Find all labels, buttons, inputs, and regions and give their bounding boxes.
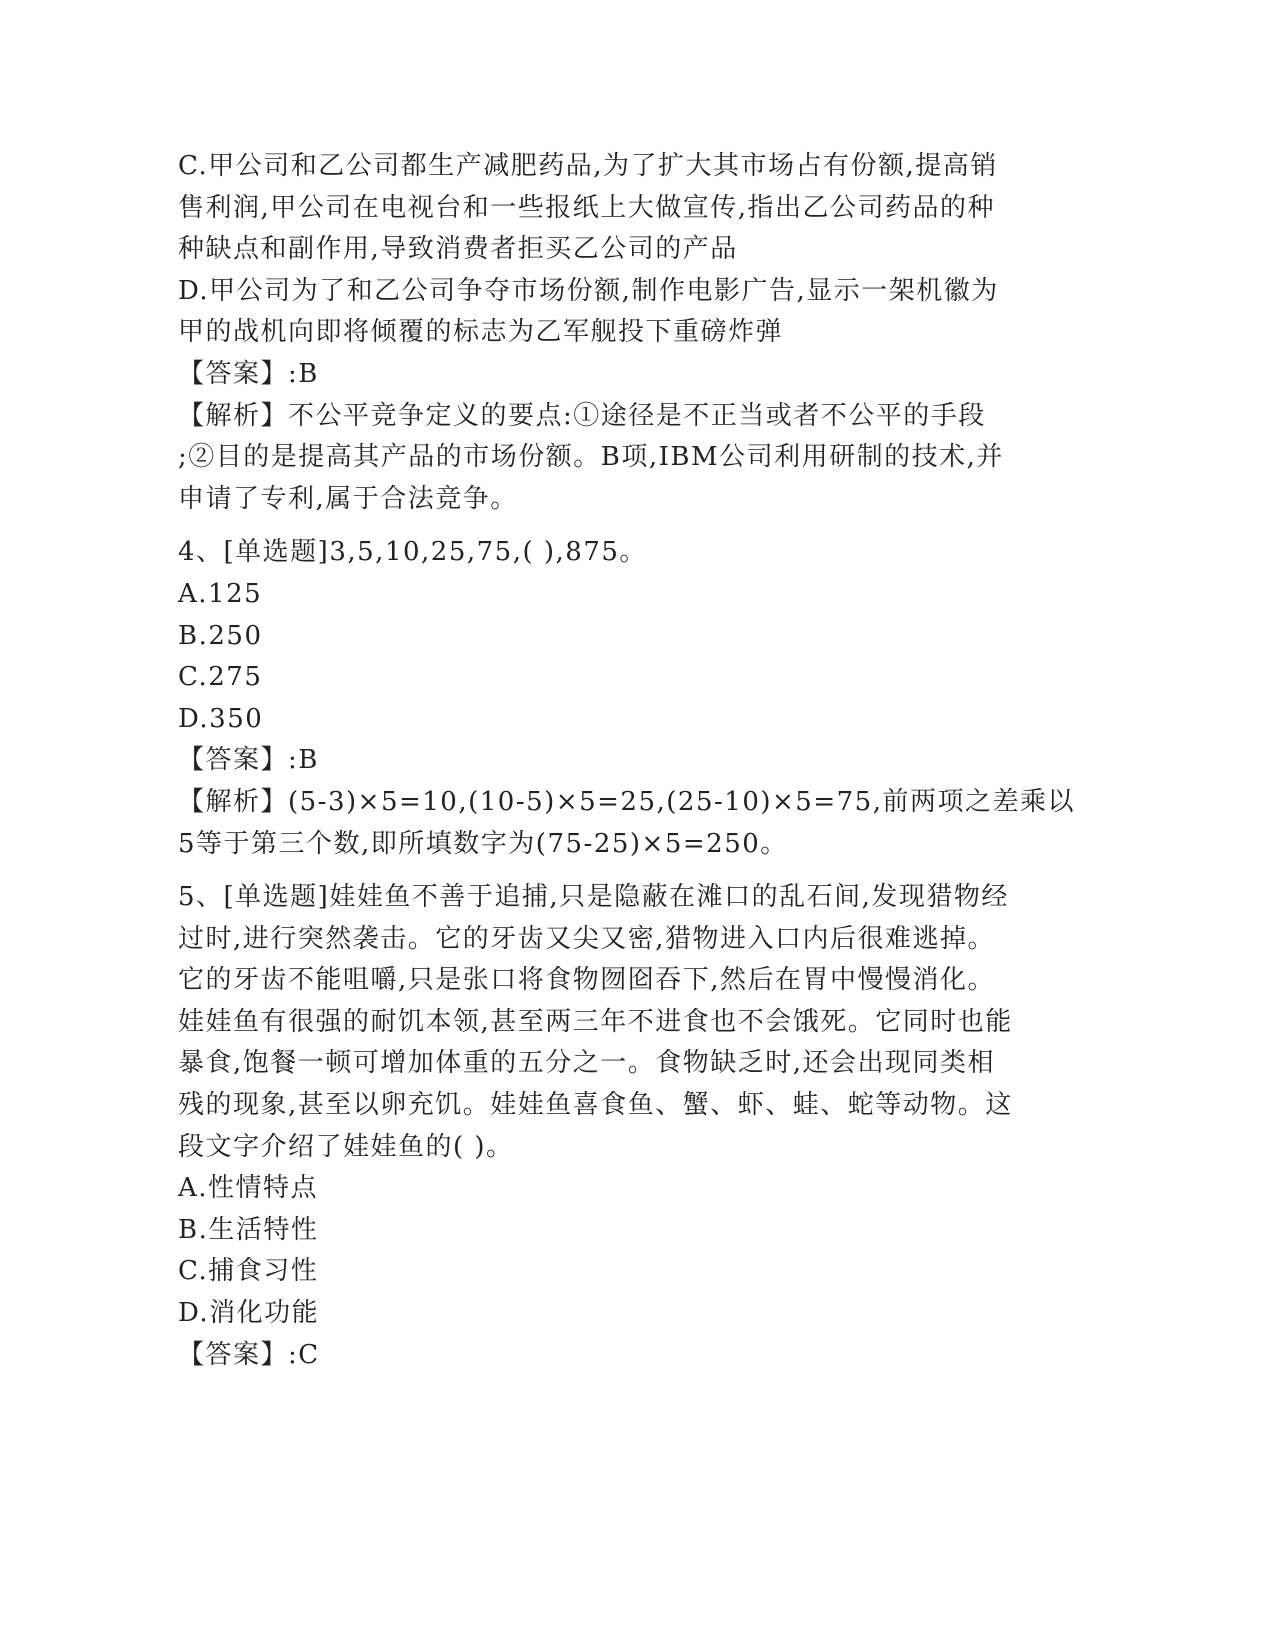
stem-line: 娃娃鱼有很强的耐饥本领,甚至两三年不进食也不会饿死。它同时也能 — [178, 1006, 1013, 1037]
stem-line: 暴食,饱餐一顿可增加体重的五分之一。食物缺乏时,还会出现同类相 — [178, 1048, 996, 1079]
analysis — [178, 396, 1078, 521]
analysis-line: 5等于第三个数,即所填数字为(75-25)×5=250。 — [178, 828, 788, 859]
spacer — [178, 865, 1078, 877]
analysis-line: ;②目的是提高其产品的市场份额。B项,IBM公司利用研制的技术,并 — [178, 442, 1004, 473]
option-a: A.性情特点 — [178, 1173, 319, 1204]
spacer — [178, 520, 1078, 532]
question-stem: 4、[单选题]3,5,10,25,75,( ),875。 — [178, 537, 647, 568]
stem-line: 段文字介绍了娃娃鱼的( )。 — [178, 1131, 514, 1162]
analysis-line: 申请了专利,属于合法竞争。 — [178, 483, 518, 514]
option-c-line: 售利润,甲公司在电视台和一些报纸上大做宣传,指出乙公司药品的种 — [178, 192, 996, 223]
stem-line: 过时,进行突然袭击。它的牙齿又尖又密,猎物进入口内后很难逃掉。 — [178, 923, 996, 954]
option-c: C.275 — [178, 662, 263, 693]
option-d: D.350 — [178, 703, 264, 734]
document-page — [178, 146, 1078, 1376]
question-stem — [178, 877, 1078, 1168]
option-c-line: C.甲公司和乙公司都生产减肥药品,为了扩大其市场占有份额,提高销 — [178, 151, 998, 181]
stem-line: 它的牙齿不能咀嚼,只是张口将食物囫囵吞下,然后在胃中慢慢消化。 — [178, 965, 996, 996]
stem-line: 5、[单选题]娃娃鱼不善于追捕,只是隐蔽在滩口的乱石间,发现猎物经 — [178, 882, 1009, 913]
option-d — [178, 271, 1078, 354]
answer: 【答案】:B — [178, 745, 319, 776]
answer: 【答案】:C — [178, 1339, 320, 1370]
analysis-line: 【解析】(5-3)×5=10,(10-5)×5=25,(25-10)×5=75,前两项之差乘以 — [178, 786, 1075, 817]
analysis-line: 【解析】不公平竞争定义的要点:①途径是不正当或者不公平的手段 — [178, 400, 986, 431]
option-c-line: 种缺点和副作用,导致消费者拒买乙公司的产品 — [178, 234, 738, 265]
option-b: B.生活特性 — [178, 1214, 319, 1245]
option-c: C.捕食习性 — [178, 1256, 319, 1287]
question-3-tail — [178, 146, 1078, 520]
option-d: D.消化功能 — [178, 1298, 320, 1329]
option-c — [178, 146, 1078, 271]
answer: 【答案】:B — [178, 358, 319, 389]
question-5 — [178, 877, 1078, 1376]
option-d-line: D.甲公司为了和乙公司争夺市场份额,制作电影广告,显示一架机徽为 — [178, 275, 999, 306]
option-b: B.250 — [178, 620, 263, 651]
option-a: A.125 — [178, 578, 263, 609]
option-d-line: 甲的战机向即将倾覆的标志为乙军舰投下重磅炸弹 — [178, 317, 784, 348]
analysis — [178, 782, 1078, 865]
question-4 — [178, 532, 1078, 865]
stem-line: 残的现象,甚至以卵充饥。娃娃鱼喜食鱼、蟹、虾、蛙、蛇等动物。这 — [178, 1090, 1013, 1121]
